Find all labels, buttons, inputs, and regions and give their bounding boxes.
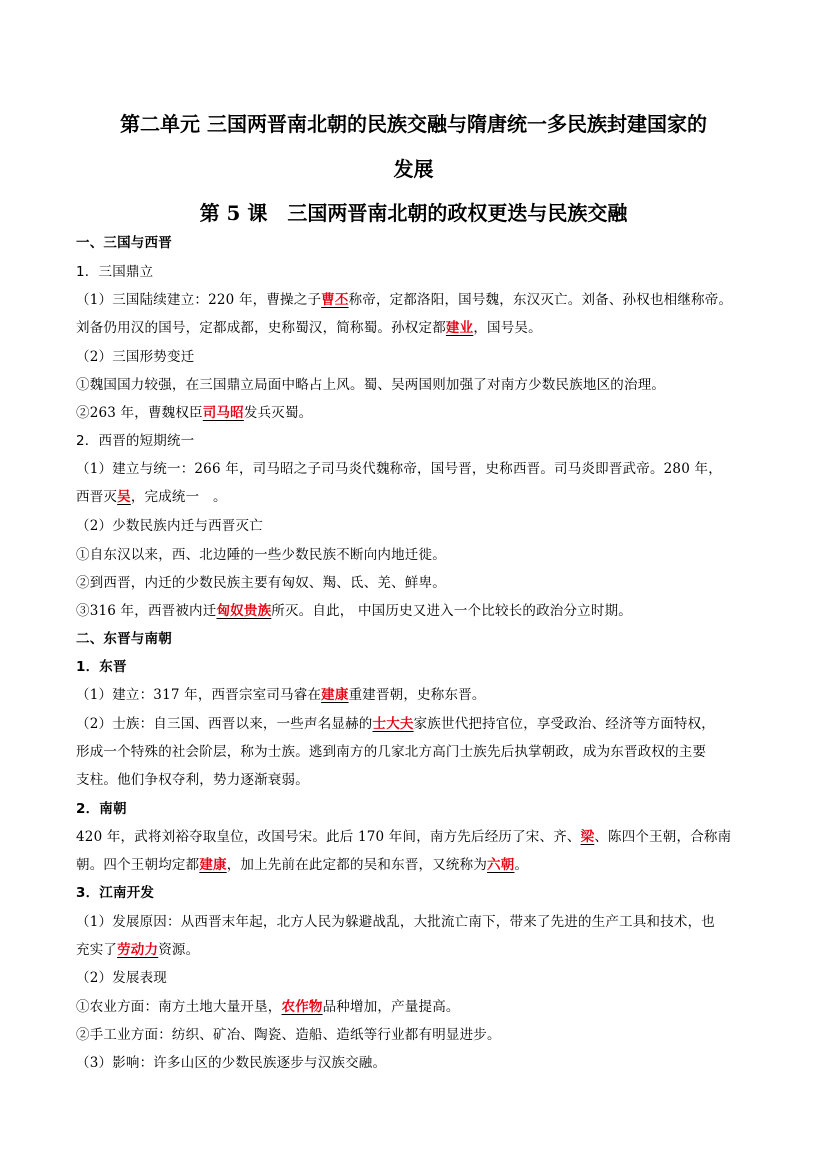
paragraph-line: 充实了劳动力资源。 — [76, 942, 200, 958]
paragraph-line: 刘备仍用汉的国号，定都成都，史称蜀汉，简称蜀。孙权定都建业，国号吴。 — [76, 320, 542, 336]
unit-title-line-2: 发展 — [393, 157, 434, 181]
key-term: 梁 — [580, 829, 595, 845]
paragraph-line: （1）三国陆续建立：220 年，曹操之子曹丕称帝，定都洛阳，国号魏，东汉灭亡。刘备、孙权也相继称帝。 — [76, 292, 733, 308]
paragraph-line: （2）少数民族内迁与西晋灭亡 — [76, 518, 263, 534]
subheading-xijin: 2．西晋的短期统一 — [76, 433, 195, 449]
paragraph-line: 形成一个特殊的社会阶层，称为士族。逃到南方的几家北方高门士族先后执掌朝政，成为东晋政权的主要 — [76, 744, 707, 760]
section-heading-2: 二、东晋与南朝 — [76, 631, 172, 647]
paragraph-line: （2）三国形势变迁 — [76, 349, 195, 365]
paragraph-line: ①自东汉以来，西、北边陲的一些少数民族不断向内地迁徙。 — [76, 547, 446, 563]
section-heading-1: 一、三国与西晋 — [76, 235, 172, 251]
paragraph-line: 支柱。他们争权夺利，势力逐渐衰弱。 — [76, 772, 309, 788]
subheading-jiangnan: 3．江南开发 — [76, 885, 155, 901]
paragraph-line: （2）发展表现 — [76, 970, 167, 986]
key-term: 六朝 — [487, 857, 515, 873]
paragraph-line: ②手工业方面：纺织、矿冶、陶瓷、造船、造纸等行业都有明显进步。 — [76, 1027, 501, 1043]
paragraph-line: （1）建立与统一：266 年，司马昭之子司马炎代魏称帝，国号晋，史称西晋。司马炎即晋武帝。280 年， — [76, 461, 722, 477]
paragraph-line: （3）影响：许多山区的少数民族逐步与汉族交融。 — [76, 1055, 387, 1071]
unit-title-line-1: 第二单元 三国两晋南北朝的民族交融与隋唐统一多民族封建国家的 — [120, 112, 707, 136]
paragraph-line: ①农业方面：南方土地大量开垦，农作物品种增加，产量提高。 — [76, 999, 460, 1015]
paragraph-line: ②263 年，曹魏权臣司马昭发兵灭蜀。 — [76, 405, 313, 421]
key-term: 匈奴贵族 — [216, 603, 272, 619]
paragraph-line: ②到西晋，内迁的少数民族主要有匈奴、羯、氐、羌、鲜卑。 — [76, 575, 446, 591]
lesson-title: 第 5 课 三国两晋南北朝的政权更迭与民族交融 — [199, 201, 628, 225]
paragraph-line: （1）建立：317 年，西晋宗室司马睿在建康重建晋朝，史称东晋。 — [76, 687, 486, 703]
key-term: 农作物 — [281, 999, 323, 1015]
paragraph-line: 西晋灭吴，完成统一 。 — [76, 489, 227, 505]
key-term: 司马昭 — [202, 405, 244, 421]
paragraph-line: ①魏国国力较强，在三国鼎立局面中略占上风。蜀、吴两国则加强了对南方少数民族地区的治理。 — [76, 377, 666, 393]
key-term: 劳动力 — [117, 942, 159, 958]
key-term: 士大夫 — [372, 716, 414, 732]
paragraph-line: 朝。四个王朝均定都建康，加上先前在此定都的吴和东晋，又统称为六朝。 — [76, 857, 529, 873]
paragraph-line: 420 年，武将刘裕夺取皇位，改国号宋。此后 170 年间，南方先后经历了宋、齐、梁、陈四个王朝，合称南 — [76, 829, 732, 845]
paragraph-line: ③316 年，西晋被内迁匈奴贵族所灭。自此， 中国历史又进入一个比较长的政治分立时期。 — [76, 603, 632, 619]
key-term: 建康 — [199, 857, 227, 873]
key-term: 建业 — [445, 320, 474, 336]
subheading-nanchao: 2．南朝 — [76, 801, 127, 817]
key-term: 曹丕 — [321, 292, 349, 308]
subheading-sanguo: 1．三国鼎立 — [76, 264, 154, 280]
key-term: 建康 — [321, 687, 349, 703]
subheading-dongjin: 1．东晋 — [76, 659, 127, 675]
key-term: 吴 — [117, 489, 131, 505]
paragraph-line: （2）士族：自三国、西晋以来，一些声名显赫的士大夫家族世代把持官位，享受政治、经济等方面特权， — [76, 716, 716, 732]
paragraph-line: （1）发展原因：从西晋末年起，北方人民为躲避战乱，大批流亡南下，带来了先进的生产工具和技术，也 — [76, 914, 715, 930]
